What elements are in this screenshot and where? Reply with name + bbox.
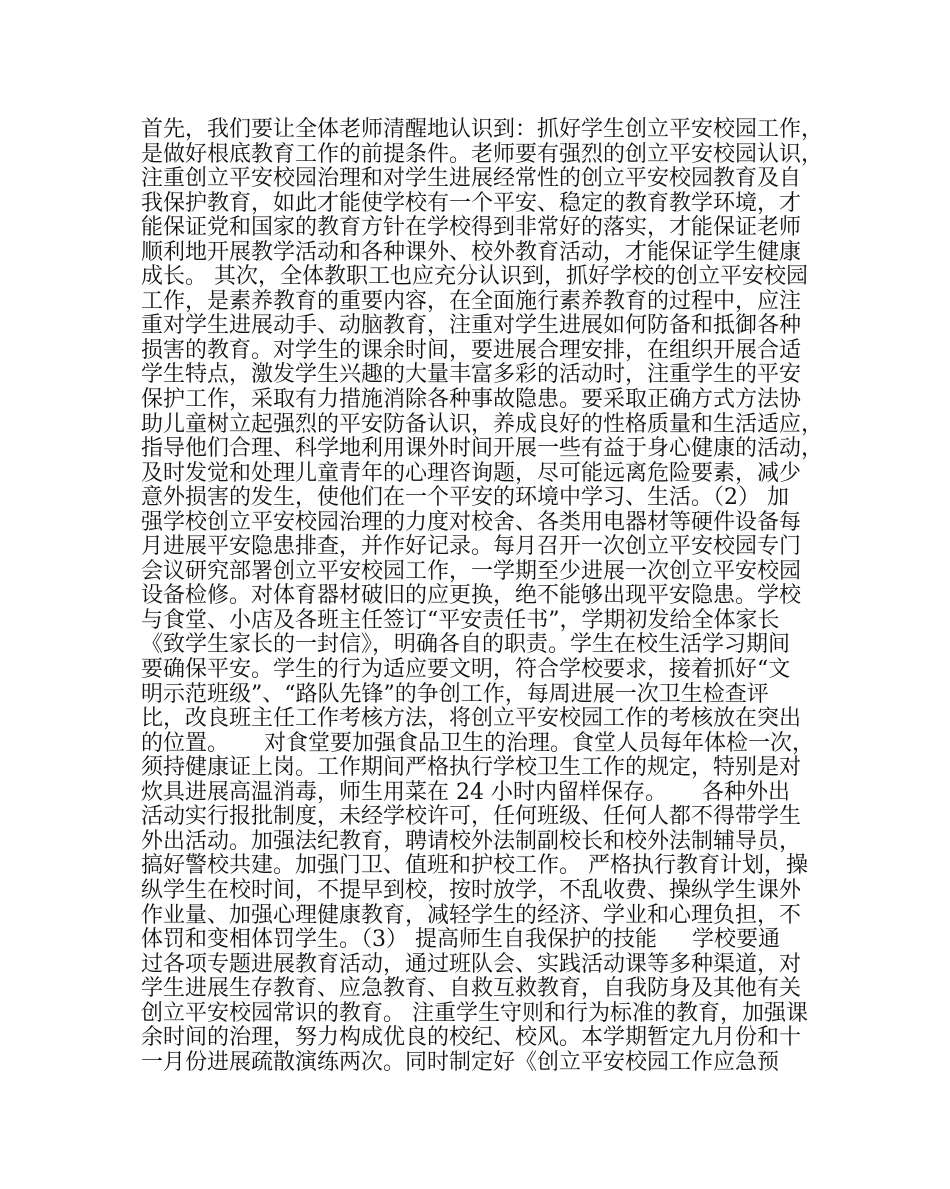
- text-line: 注重创立平安校园治理和对学生进展经常性的创立平安校园教育及自: [141, 166, 802, 192]
- text-line: 活动实行报批制度，未经学校许可，任何班级、任何人都不得带学生: [141, 804, 802, 830]
- text-line: 意外损害的发生，使他们在一个平安的环境中学习、生活。（2） 加: [141, 485, 789, 511]
- text-line: 成长。 其次，全体教职工也应充分认识到，抓好学校的创立平安校园: [141, 264, 808, 290]
- text-line: 一月份进展疏散演练两次。同时制定好《创立平安校园工作应急预: [141, 1049, 780, 1075]
- text-line: 要确保平安。学生的行为适应要文明，符合学校要求，接着抓好“文: [141, 657, 791, 683]
- text-line: 体罚和变相体罚学生。（3） 提高师生自我保护的技能 学校要通: [141, 927, 780, 953]
- text-line: 工作，是素养教育的重要内容，在全面施行素养教育的过程中，应注: [141, 288, 802, 314]
- text-line: 月进展平安隐患排查，并作好记录。每月召开一次创立平安校园专门: [141, 534, 802, 560]
- text-line: 及时发觉和处理儿童青年的心理咨询题，尽可能远离危险要素，减少: [141, 460, 802, 486]
- text-line: 余时间的治理，努力构成优良的校纪、校风。本学期暂定九月份和十: [141, 1025, 802, 1051]
- text-line: 外出活动。加强法纪教育，聘请校外法制副校长和校外法制辅导员，: [141, 828, 802, 854]
- text-line: 作业量、加强心理健康教育，减轻学生的经济、学业和心理负担，不: [141, 902, 802, 928]
- text-line: 强学校创立平安校园治理的力度对校舍、各类用电器材等硬件设备每: [141, 509, 802, 535]
- text-line: 创立平安校园常识的教育。 注重学生守则和行为标准的教育，加强课: [141, 1000, 808, 1026]
- text-line: 能保证党和国家的教育方针在学校得到非常好的落实，才能保证老师: [141, 215, 802, 241]
- text-line: 顺利地开展教学活动和各种课外、校外教育活动，才能保证学生健康: [141, 239, 802, 265]
- text-line: 须持健康证上岗。工作期间严格执行学校卫生工作的规定，特别是对: [141, 755, 802, 781]
- text-line: 损害的教育。对学生的课余时间，要进展合理安排，在组织开展合适: [141, 337, 802, 363]
- text-line: 学生进展生存教育、应急教育、自救互救教育，自我防身及其他有关: [141, 976, 802, 1002]
- text-line: 纵学生在校时间，不提早到校，按时放学，不乱收费、操纵学生课外: [141, 877, 802, 903]
- text-line: 保护工作，采取有力措施消除各种事故隐患。要采取正确方式方法协: [141, 387, 802, 413]
- text-line: 搞好警校共建。加强门卫、值班和护校工作。 严格执行教育计划，操: [141, 853, 808, 879]
- text-line: 我保护教育，如此才能使学校有一个平安、稳定的教育教学环境，才: [141, 190, 802, 216]
- text-line: 的位置。 对食堂要加强食品卫生的治理。食堂人员每年体检一次，: [141, 730, 814, 756]
- text-line: 学生特点，激发学生兴趣的大量丰富多彩的活动时，注重学生的平安: [141, 362, 802, 388]
- text-line: 助儿童树立起强烈的平安防备认识，养成良好的性格质量和生活适应，: [141, 411, 824, 437]
- text-line: 是做好根底教育工作的前提条件。老师要有强烈的创立平安校园认识，: [141, 141, 824, 167]
- text-line: 《致学生家长的一封信》，明确各自的职责。学生在校生活学习期间: [141, 632, 791, 658]
- text-line: 与食堂、小店及各班主任签订“平安责任书”，学期初发给全体家长: [141, 607, 780, 633]
- body-paragraph: [141, 118, 841, 1075]
- text-line: 明示范班级”、“路队先锋”的争创工作，每周进展一次卫生检查评: [141, 681, 769, 707]
- text-line: 比，改良班主任工作考核方法，将创立平安校园工作的考核放在突出: [141, 706, 802, 732]
- text-line: 会议研究部署创立平安校园工作，一学期至少进展一次创立平安校园: [141, 558, 802, 584]
- text-line: 设备检修。对体育器材破旧的应更换，绝不能够出现平安隐患。学校: [141, 583, 802, 609]
- text-line: 重对学生进展动手、动脑教育，注重对学生进展如何防备和抵御各种: [141, 313, 802, 339]
- text-line: 指导他们合理、科学地利用课外时间开展一些有益于身心健康的活动，: [141, 436, 824, 462]
- text-line: 炊具进展高温消毒，师生用菜在 24 小时内留样保存。 各种外出: [141, 779, 790, 805]
- text-line: 过各项专题进展教育活动，通过班队会、实践活动课等多种渠道，对: [141, 951, 802, 977]
- text-line: 首先，我们要让全体老师清醒地认识到：抓好学生创立平安校园工作，: [141, 117, 824, 142]
